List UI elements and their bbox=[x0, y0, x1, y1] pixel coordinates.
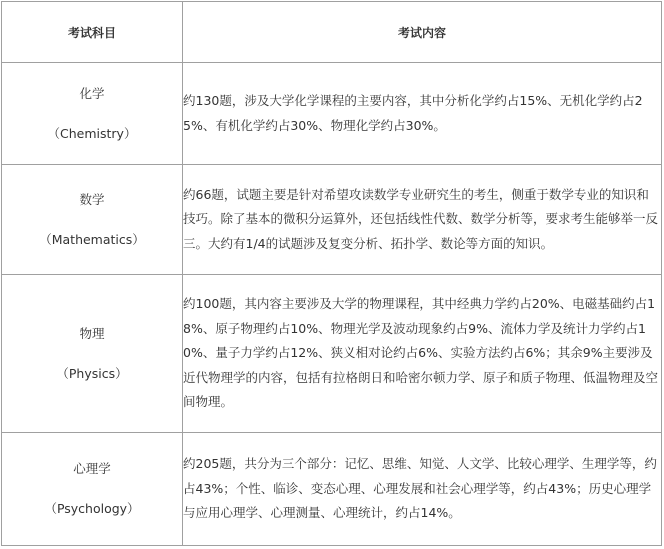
content-cell: 约130题，涉及大学化学课程的主要内容，其中分析化学约占15%、无机化学约占25%、有机化学约占30%、物理化学约占30%。 bbox=[183, 63, 662, 165]
table-header-row bbox=[2, 2, 662, 63]
subject-english: （Psychology） bbox=[44, 501, 140, 516]
subject-english: （Mathematics） bbox=[39, 231, 145, 247]
table-row bbox=[2, 433, 662, 546]
subject-name: 物理 bbox=[79, 325, 105, 341]
subject-name: 数学 bbox=[79, 191, 105, 207]
table-row bbox=[2, 165, 662, 275]
content-cell: 约66题，试题主要是针对希望攻读数学专业研究生的考生，侧重于数学专业的知识和技巧。除了基本的微积分运算外，还包括线性代数、数学分析等，要求考生能够举一反三。大约有1/4的试题涉及复变分析、拓扑学、数论等方面的知识。 bbox=[183, 165, 662, 275]
subject-cell bbox=[2, 433, 183, 546]
content-cell: 约100题，其内容主要涉及大学的物理课程，其中经典力学约占20%、电磁基础约占18%、原子物理约占10%、物理光学及波动现象约占9%、流体力学及统计力学约占10%、量子力学约占12%、狭义相对论约占6%、实验方法约占6%；其余9%主要涉及近代物理学的内容，包括有拉格朗日和哈密尔顿力学、原子和质子物理、低温物理及空间物理。 bbox=[183, 275, 662, 433]
header-content: 考试内容 bbox=[183, 2, 662, 63]
table-row bbox=[2, 63, 662, 165]
subject-cell bbox=[2, 275, 183, 433]
subject-name: 化学 bbox=[79, 85, 105, 101]
table-row bbox=[2, 275, 662, 433]
subject-english: （Physics） bbox=[56, 365, 128, 381]
content-cell: 约205题，共分为三个部分：记忆、思维、知觉、人文学、比较心理学、生理学等，约占43%；个性、临诊、变态心理、心理发展和社会心理学等，约占43%；历史心理学与应用心理学、心理测量、心理统计，约占14%。 bbox=[183, 433, 662, 546]
subject-cell bbox=[2, 165, 183, 275]
subject-english: （Chemistry） bbox=[47, 125, 137, 141]
subject-name: 心理学 bbox=[73, 461, 111, 476]
header-subject: 考试科目 bbox=[2, 2, 183, 63]
subject-cell bbox=[2, 63, 183, 165]
exam-subjects-table bbox=[1, 1, 662, 546]
